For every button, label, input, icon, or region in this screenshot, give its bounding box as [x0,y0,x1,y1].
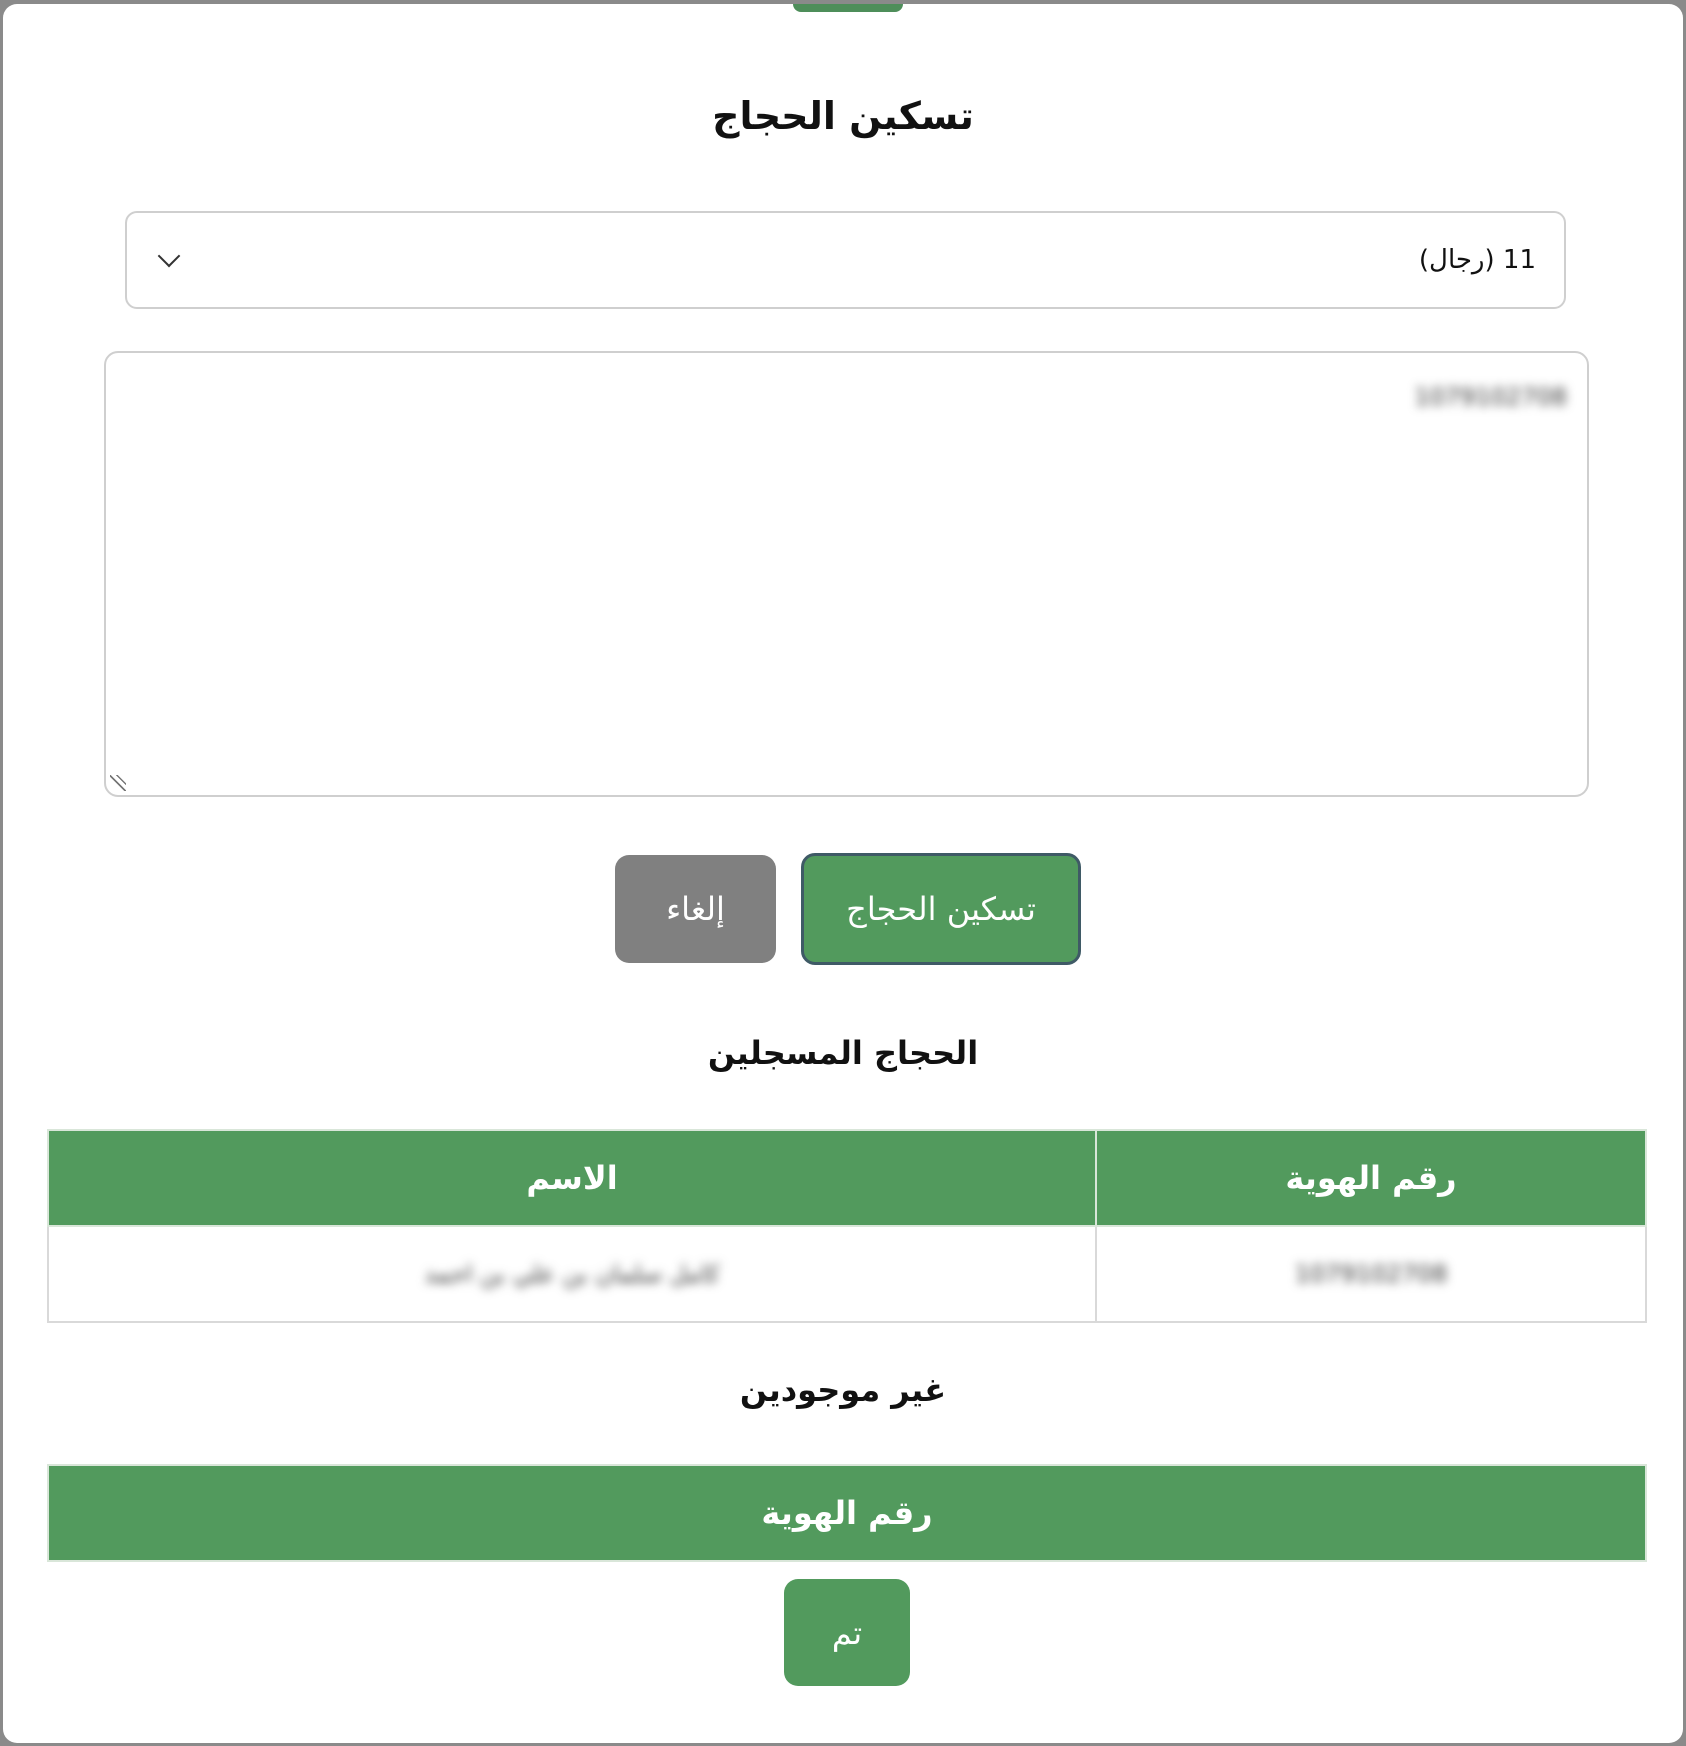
header-name: الاسم [48,1130,1096,1226]
missing-table [47,1464,1647,1562]
header-id: رقم الهوية [1096,1130,1646,1226]
header-id: رقم الهوية [48,1465,1646,1561]
chevron-down-icon [158,245,181,268]
registered-table [47,1129,1647,1323]
dialog-title: تسكين الحجاج [712,94,974,138]
logo-fragment [793,4,903,12]
ids-textarea[interactable] [104,351,1589,797]
registered-section-title: الحجاج المسجلين [707,1034,979,1072]
cell-name-value: كامل سلمان بن علي بن احمد [424,1260,720,1288]
room-select[interactable] [125,211,1566,309]
table-header-row [48,1130,1646,1226]
cell-name [48,1226,1096,1322]
missing-section-title: غير موجودين [739,1371,947,1409]
cell-id [1096,1226,1646,1322]
resize-handle-icon[interactable] [110,775,126,791]
table-header-row [48,1465,1646,1561]
table-row [48,1226,1646,1322]
housing-dialog [3,4,1683,1743]
cell-id-value: 1079102708 [1294,1260,1448,1288]
house-pilgrims-button[interactable]: تسكين الحجاج [801,853,1081,965]
done-button[interactable]: تم [784,1579,910,1686]
room-select-value: 11 (رجال) [1418,245,1536,275]
cancel-button[interactable]: إلغاء [615,855,776,963]
textarea-value: 1079102708 [1414,383,1567,411]
